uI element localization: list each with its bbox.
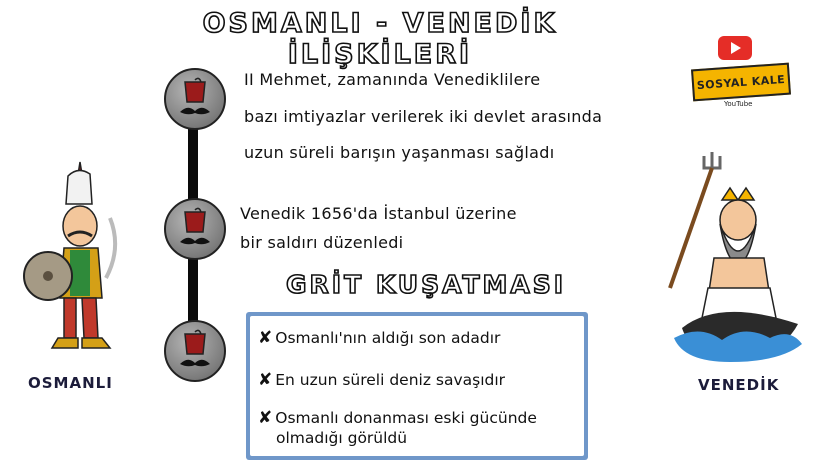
janissary-illustration — [18, 158, 128, 358]
left-label: OSMANLI — [28, 374, 113, 392]
facts-panel — [246, 312, 588, 460]
poseidon-illustration — [660, 148, 810, 368]
fez-badge-3 — [164, 320, 226, 382]
fez-badge-2 — [164, 198, 226, 260]
fez-badge-1 — [164, 68, 226, 130]
fez-mustache-icon — [166, 200, 224, 258]
timeline-1-line-1: II Mehmet, zamanında Venediklilere — [244, 70, 541, 89]
logo-subtext: YouTube — [724, 100, 753, 108]
timeline-connector-top — [188, 120, 198, 208]
channel-logo: SOSYAL KALE — [691, 63, 791, 102]
fact-item-1 — [258, 328, 500, 348]
section-subtitle: GRİT KUŞATMASI — [286, 270, 567, 299]
timeline-2-line-2: bir saldırı düzenledi — [240, 233, 404, 252]
page-title: OSMANLI - VENEDİK İLİŞKİLERİ — [202, 8, 558, 70]
cross-mark-icon: ✘ — [258, 370, 273, 390]
fez-mustache-icon — [166, 322, 224, 380]
right-label: VENEDİK — [698, 376, 780, 394]
fact-text: En uzun süreli deniz savaşıdır — [275, 371, 506, 389]
youtube-icon — [718, 36, 752, 60]
cross-mark-icon: ✘ — [258, 328, 273, 348]
fact-text-continued: olmadığı görüldü — [276, 429, 408, 447]
fact-item-3 — [258, 408, 537, 448]
fez-mustache-icon — [166, 70, 224, 128]
fact-item-2 — [258, 370, 505, 390]
fact-text: Osmanlı'nın aldığı son adadır — [275, 329, 501, 347]
facts-panel-body — [250, 316, 584, 456]
cross-mark-icon: ✘ — [258, 408, 273, 428]
fact-text: Osmanlı donanması eski gücünde — [275, 409, 537, 427]
timeline-2-line-1: Venedik 1656'da İstanbul üzerine — [240, 204, 517, 223]
timeline-1-line-2: bazı imtiyazlar verilerek iki devlet arasında — [244, 107, 603, 126]
timeline-1-line-3: uzun süreli barışın yaşanması sağladı — [244, 143, 555, 162]
